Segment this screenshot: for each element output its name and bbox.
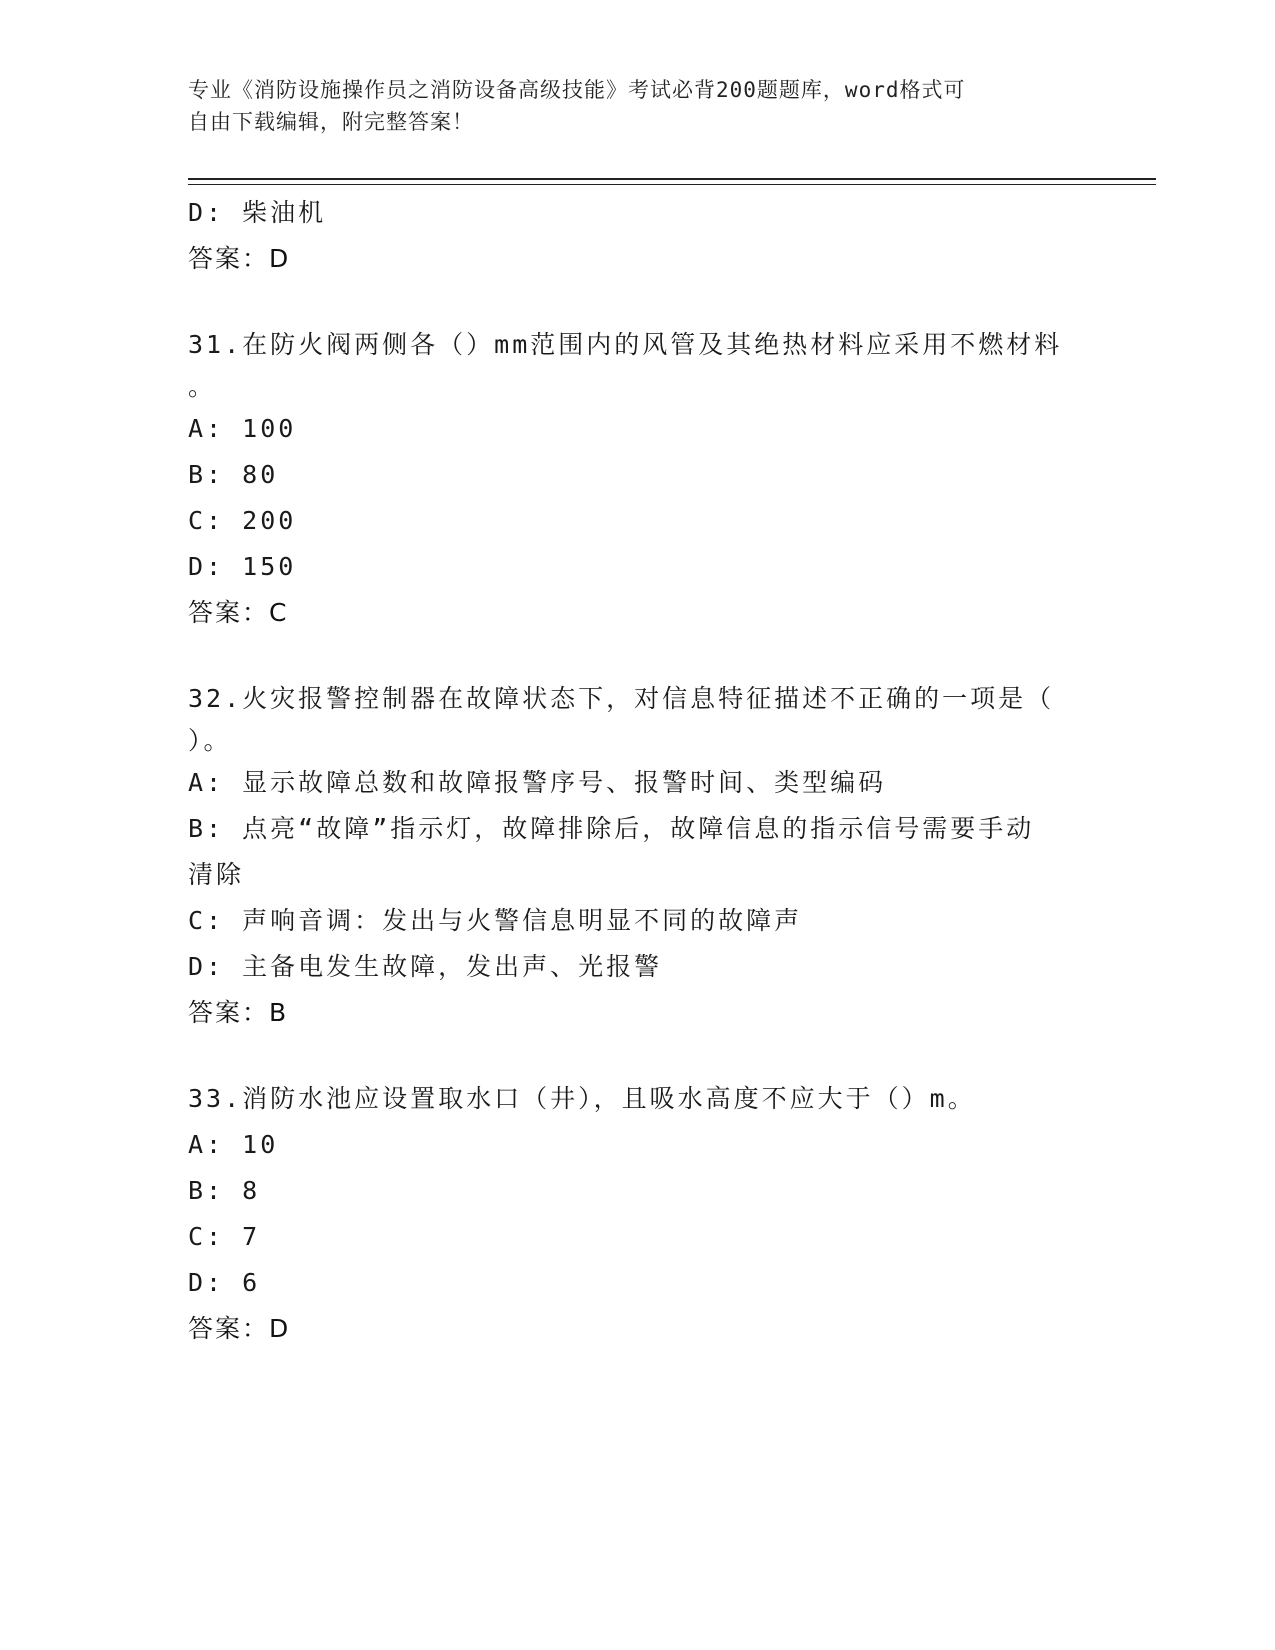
header-rule-thick	[188, 178, 1156, 180]
question-list	[188, 190, 1088, 1352]
header-line-1: 专业《消防设施操作员之消防设备高级技能》考试必背200题题库，word格式可	[188, 78, 966, 102]
option-c: C: 7	[188, 1222, 261, 1251]
option-b: B: 8	[188, 1176, 261, 1205]
option-a: A: 10	[188, 1130, 279, 1159]
question-31	[188, 322, 1088, 636]
option-d: D: 6	[188, 1268, 261, 1297]
option-b-continued: 清除	[188, 860, 245, 889]
question-32	[188, 676, 1088, 1036]
question-text: 32.火灾报警控制器在故障状态下，对信息特征描述不正确的一项是（	[188, 684, 1055, 713]
option-d: D: 150	[188, 552, 297, 581]
header-rule-thin	[188, 184, 1156, 185]
option-d: D: 柴油机	[188, 198, 327, 227]
option-c: C: 200	[188, 506, 297, 535]
option-d: D: 主备电发生故障，发出声、光报警	[188, 952, 663, 981]
option-a: A: 100	[188, 414, 297, 443]
question-text: 31.在防火阀两侧各（）mm范围内的风管及其绝热材料应采用不燃材料	[188, 330, 1063, 359]
answer-line: 答案：C	[188, 598, 289, 627]
answer-line: 答案：B	[188, 998, 289, 1027]
option-a: A: 显示故障总数和故障报警序号、报警时间、类型编码	[188, 768, 887, 797]
question-text-continued: ）。	[188, 726, 232, 755]
document-header	[188, 74, 1068, 138]
question-33	[188, 1076, 1088, 1352]
option-b: B: 点亮“故障”指示灯，故障排除后，故障信息的指示信号需要手动	[188, 814, 1035, 843]
question-text-continued: 。	[188, 372, 217, 401]
header-line-2: 自由下载编辑，附完整答案！	[188, 110, 474, 134]
option-c: C: 声响音调：发出与火警信息明显不同的故障声	[188, 906, 803, 935]
question-text: 33.消防水池应设置取水口（井），且吸水高度不应大于（）m。	[188, 1084, 976, 1113]
question-30-tail	[188, 190, 1088, 282]
answer-line: 答案：D	[188, 244, 291, 273]
answer-line: 答案：D	[188, 1314, 291, 1343]
option-b: B: 80	[188, 460, 279, 489]
